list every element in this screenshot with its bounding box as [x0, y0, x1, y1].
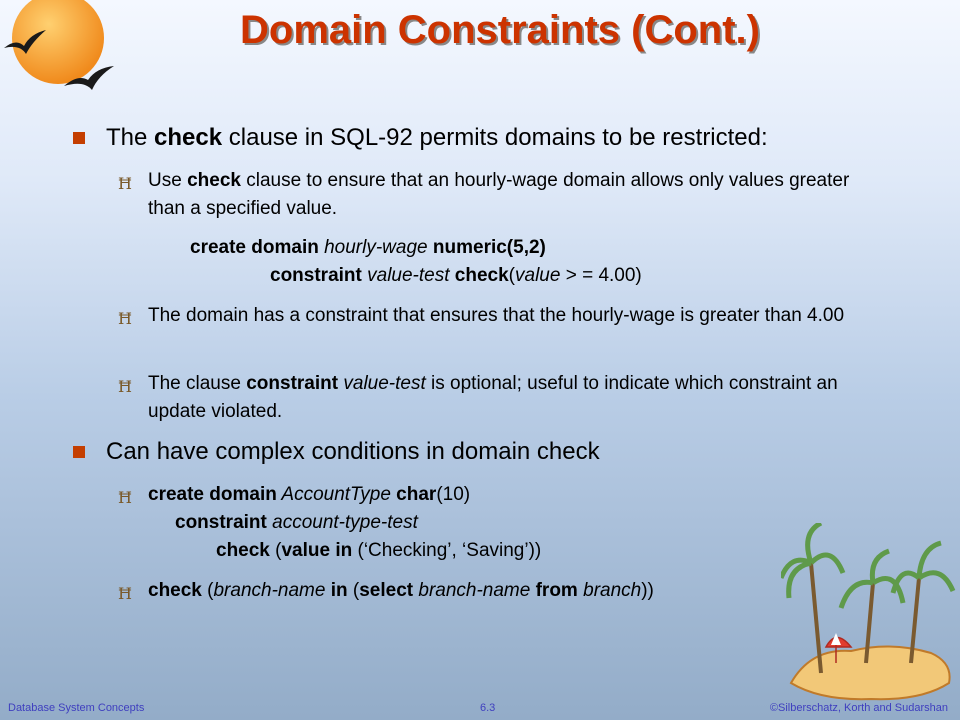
keyword: select — [359, 580, 414, 601]
keyword: check — [187, 170, 241, 191]
text: (‘Checking’, ‘Saving’)) — [352, 540, 542, 561]
identifier: branch-name — [213, 580, 326, 601]
h-glyph-icon: Ħ — [118, 174, 132, 193]
text: The clause — [148, 373, 247, 394]
keyword: from — [535, 580, 578, 601]
code-account-type-line2 — [175, 509, 418, 537]
text: )) — [641, 580, 654, 601]
keyword: in — [325, 580, 348, 601]
text: The domain has a constraint that ensures that the hourly-wage is greater than 4.00 — [148, 305, 845, 326]
text: (10) — [436, 484, 471, 505]
bullet-check-clause — [106, 123, 768, 153]
text: clause in SQL-92 permits domains to be restricted: — [222, 124, 768, 151]
keyword: create domain — [190, 237, 319, 258]
footer-copyright: ©Silberschatz, Korth and Sudarshan — [769, 702, 948, 714]
code-create-domain-line2 — [270, 262, 642, 290]
keyword: check — [148, 580, 202, 601]
slide-title: Domain Constraints (Cont.) — [240, 8, 760, 52]
identifier: value — [515, 265, 561, 286]
sub-bullet-domain-constraint — [118, 302, 888, 330]
text: clause to ensure that an hourly-wage domain allows only values greater than a specified value. — [148, 170, 850, 219]
palm-island-icon — [781, 523, 956, 708]
text: is optional; useful to indicate which constraint an update violated. — [148, 373, 838, 422]
text: Use — [148, 170, 188, 191]
keyword: create domain — [148, 484, 277, 505]
identifier: hourly-wage — [318, 237, 433, 258]
identifier: value-test — [338, 373, 426, 394]
sub-bullet-constraint-optional — [118, 370, 888, 426]
keyword: check — [216, 540, 270, 561]
footer-book-title: Database System Concepts — [8, 702, 145, 714]
square-bullet-icon — [73, 446, 85, 458]
identifier: account-type-test — [266, 512, 418, 533]
footer — [0, 698, 960, 720]
h-glyph-icon: Ħ — [118, 584, 132, 603]
h-glyph-icon: Ħ — [118, 488, 132, 507]
text: ( — [201, 580, 214, 601]
identifier: branch — [577, 580, 642, 601]
identifier: value-test — [361, 265, 455, 286]
text: Can have complex conditions in domain check — [106, 438, 600, 465]
keyword: constraint — [175, 512, 267, 533]
identifier: AccountType — [276, 484, 397, 505]
bullet-complex-conditions — [106, 437, 600, 467]
code-account-type-line3 — [216, 537, 541, 565]
text: > = 4.00) — [560, 265, 642, 286]
identifier: branch-name — [413, 580, 536, 601]
sub-bullet-account-type — [118, 481, 888, 509]
footer-slide-number: 6.3 — [480, 702, 496, 714]
text: ( — [269, 540, 282, 561]
keyword: constraint — [246, 373, 339, 394]
h-glyph-icon: Ħ — [118, 377, 132, 396]
text: ( — [347, 580, 360, 601]
sub-bullet-branch-check — [118, 577, 888, 605]
text: ( — [508, 265, 515, 286]
text: The — [106, 124, 155, 151]
keyword: check — [154, 124, 223, 151]
keyword: numeric(5,2) — [432, 237, 546, 258]
keyword: value in — [281, 540, 353, 561]
code-create-domain-line1 — [190, 234, 546, 262]
keyword: check — [454, 265, 509, 286]
square-bullet-icon — [73, 132, 85, 144]
sub-bullet-use-check — [118, 167, 888, 223]
keyword: char — [396, 484, 437, 505]
keyword: constraint — [270, 265, 362, 286]
h-glyph-icon: Ħ — [118, 309, 132, 328]
